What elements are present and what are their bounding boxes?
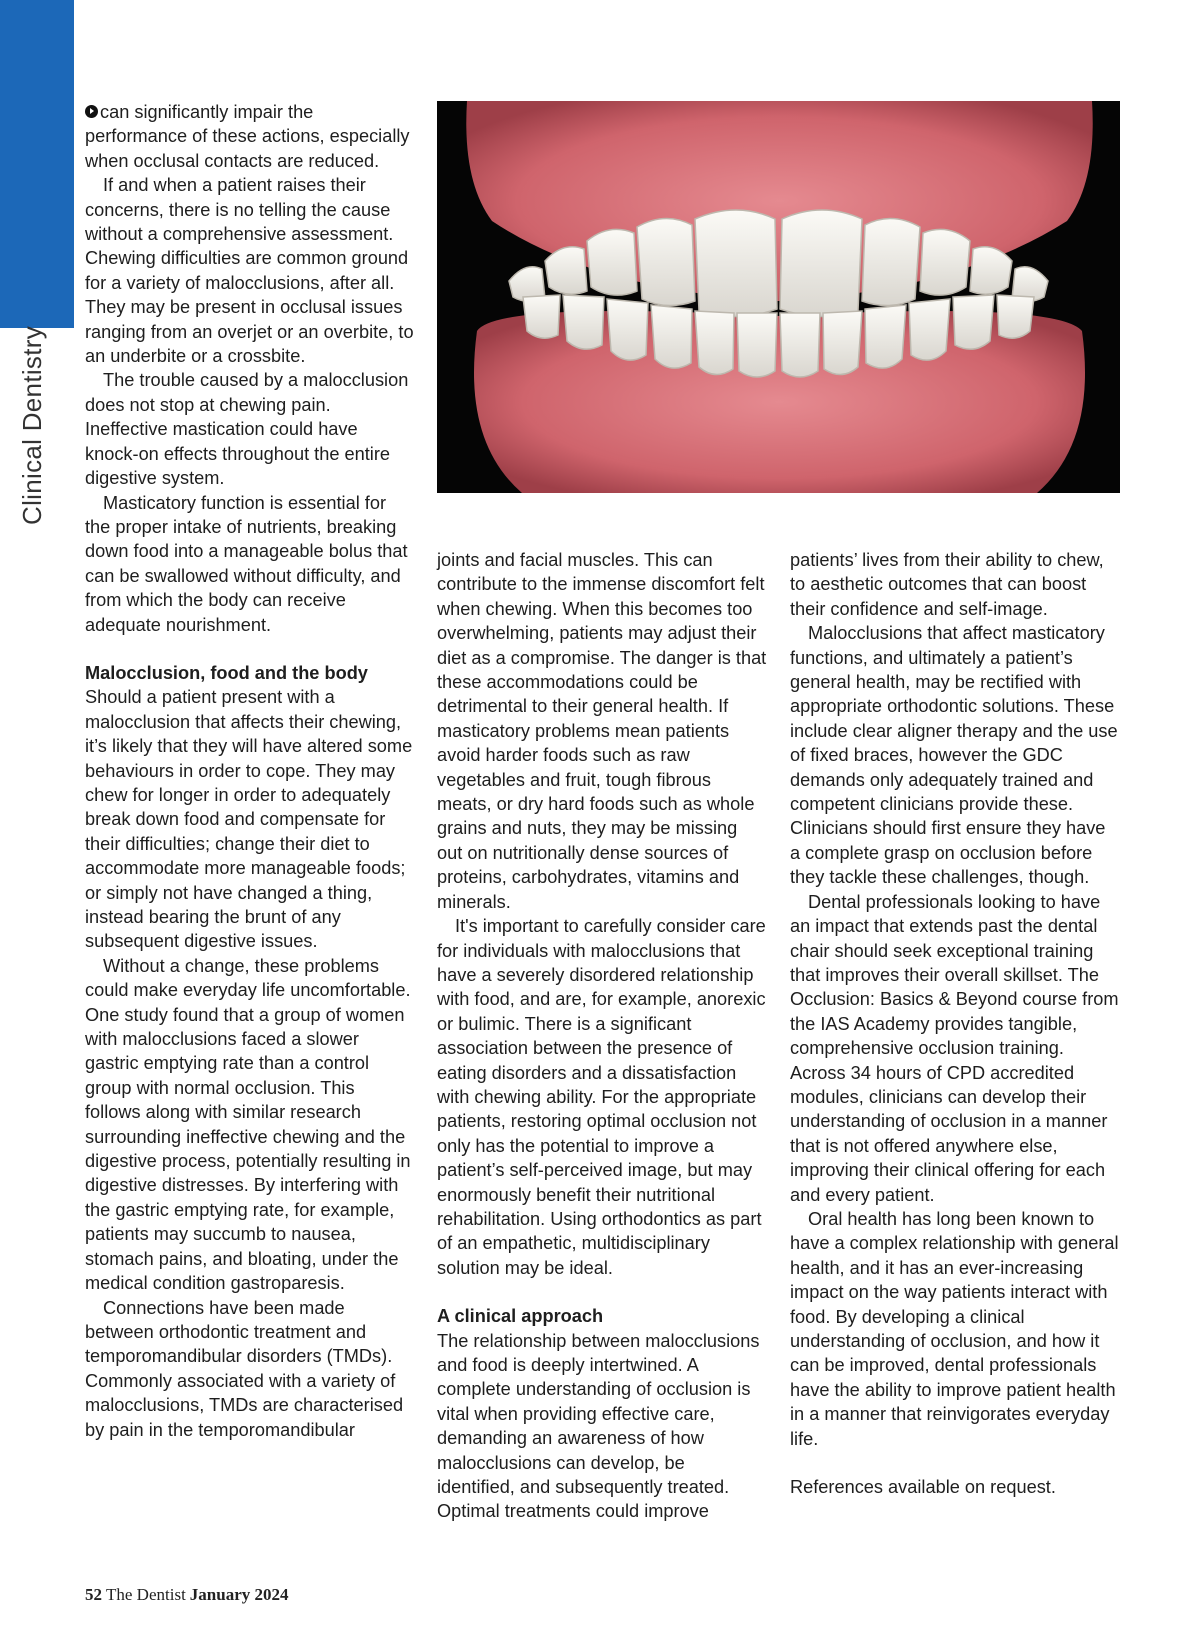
- publication-name: The Dentist: [106, 1585, 186, 1604]
- paragraph: It's important to carefully consider care for individuals with malocclusions that have a severely disordered relationship with food, and are, for example, anorexic or bulimic. There is a significant association between the presence of eating disorders and a dissatisfaction with chewing ability. For the appropriate patients, restoring optimal occlusion not only has the potential to improve a patient’s self-perceived image, but may enormously benefit their nutritional rehabilitation. Using orthodontics as part of an empathetic, multidisciplinary solution may be ideal.: [437, 916, 766, 1278]
- paragraph: The relationship between malocclusions and food is deeply intertwined. A complete understanding of occlusion is vital when providing effective care, demanding an awareness of how malocclusions can develop, be identified, and subsequently treated. Optimal treatments could improve: [437, 1330, 760, 1522]
- article-column-1: [85, 100, 415, 1442]
- article-column-2: [437, 548, 767, 1524]
- paragraph: The trouble caused by a malocclusion does not stop at chewing pain. Ineffective mastication could have knock-on effects throughout the entire digestive system.: [85, 370, 409, 489]
- teeth-illustration: [437, 101, 1120, 493]
- page-number: 52: [85, 1585, 102, 1604]
- paragraph: joints and facial muscles. This can contribute to the immense discomfort felt when chewing. When this becomes too overwhelming, patients may adjust their diet as a compromise. The danger is that these accommodations could be detrimental to their general health. If masticatory problems mean patients avoid harder foods such as raw vegetables and fruit, tough fibrous meats, or dry hard foods such as whole grains and nuts, they may be missing out on nutritionally dense sources of proteins, carbohydrates, vitamins and minerals.: [437, 550, 767, 912]
- paragraph: patients’ lives from their ability to chew, to aesthetic outcomes that can boost their confidence and self-image.: [790, 550, 1104, 619]
- teeth-photo: [437, 101, 1120, 493]
- section-heading: A clinical approach: [437, 1306, 604, 1327]
- page-footer: [85, 1585, 289, 1605]
- paragraph: Should a patient present with a malocclusion that affects their chewing, it’s likely that they will have altered some behaviours in order to cope. They may chew for longer in order to adequately break down food and compensate for their difficulties; change their diet to accommodate more manageable foods; or simply not have changed a thing, instead bearing the brunt of any subsequent digestive issues.: [85, 687, 413, 952]
- section-color-bar: [0, 0, 74, 328]
- continuation-arrow-icon: [85, 105, 98, 118]
- issue-date: January 2024: [189, 1585, 289, 1604]
- section-heading: Malocclusion, food and the body: [85, 662, 368, 683]
- paragraph: Dental professionals looking to have an impact that extends past the dental chair should seek exceptional training that improves their overall skillset. The Occlusion: Basics & Beyond course from the IAS Academy provides tangible, comprehensive occlusion training. Across 34 hours of CPD accredited modules, clinicians can develop their understanding of occlusion in a manner that is not offered anywhere else, improving their clinical offering for each and every patient.: [790, 891, 1119, 1205]
- section-label: Clinical Dentistry: [17, 325, 47, 525]
- paragraph: Oral health has long been known to have a complex relationship with general health, and it has an ever-increasing impact on the way patients interact with food. By developing a clinical understanding of occlusion, and how it can be improved, dental professionals have the ability to improve patient health in a manner that reinvigorates everyday life.: [790, 1208, 1119, 1449]
- paragraph: Malocclusions that affect masticatory functions, and ultimately a patient’s general health, may be rectified with appropriate orthodontic solutions. These include clear aligner therapy and the use of fixed braces, however the GDC demands only adequately trained and competent clinicians provide these. Clinicians should first ensure they have a complete grasp on occlusion before they tackle these challenges, though.: [790, 623, 1118, 888]
- paragraph: can significantly impair the performance of these actions, especially when occlusal contacts are reduced.: [85, 102, 410, 171]
- paragraph: If and when a patient raises their concerns, there is no telling the cause without a comprehensive assessment. Chewing difficulties are common ground for a variety of malocclusions, after all. They may be present in occlusal issues ranging from an overjet or an overbite, to an underbite or a crossbite.: [85, 175, 414, 367]
- paragraph: Connections have been made between orthodontic treatment and temporomandibular disorders (TMDs). Commonly associated with a variety of malocclusions, TMDs are characterised by pain in the temporomandibular: [85, 1297, 404, 1440]
- references-note: References available on request.: [790, 1477, 1056, 1498]
- paragraph: Masticatory function is essential for the proper intake of nutrients, breaking down food into a manageable bolus that can be swallowed without difficulty, and from which the body can receive adequate nourishment.: [85, 492, 408, 635]
- paragraph: Without a change, these problems could make everyday life uncomfortable. One study found that a group of women with malocclusions faced a slower gastric emptying rate than a control group with normal occlusion. This follows along with similar research surrounding ineffective chewing and the digestive process, potentially resulting in digestive distresses. By interfering with the gastric emptying rate, for example, patients may succumb to nausea, stomach pains, and bloating, under the medical condition gastroparesis.: [85, 955, 411, 1294]
- article-column-3: [790, 548, 1120, 1499]
